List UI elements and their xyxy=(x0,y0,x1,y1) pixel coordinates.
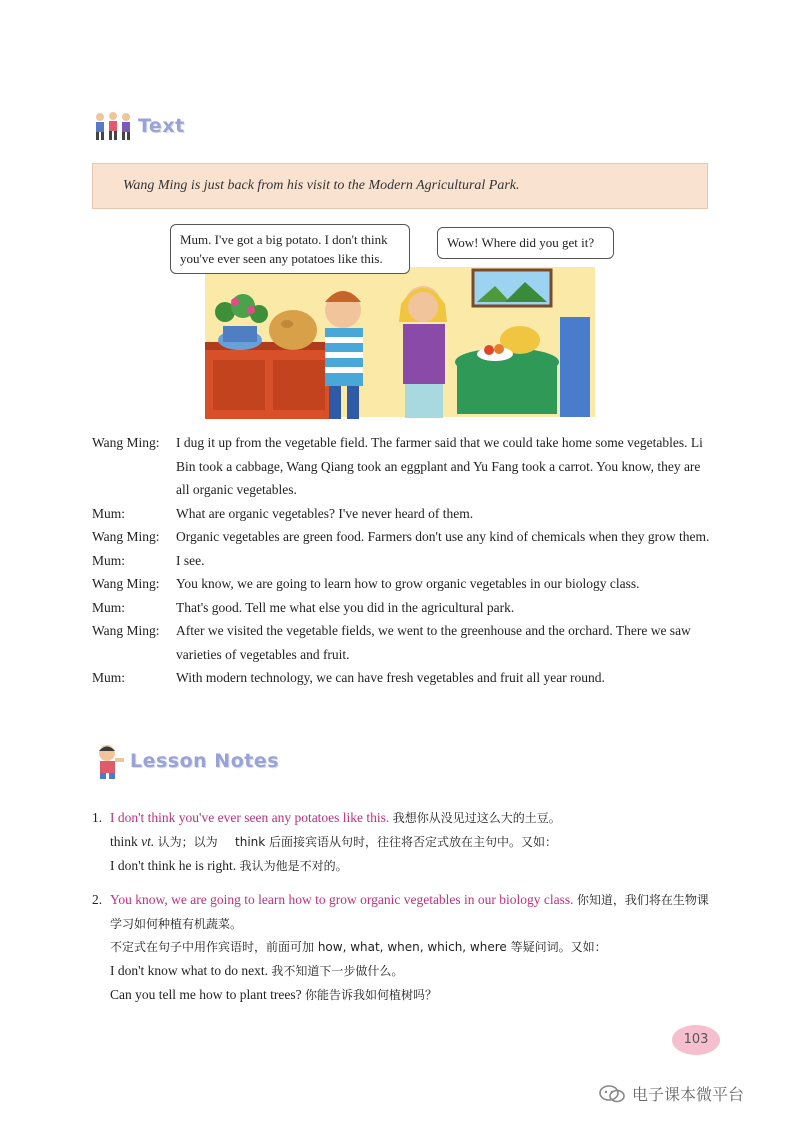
note-2-example-1 xyxy=(92,959,717,983)
speaker: Mum: xyxy=(92,670,126,685)
dialogue-line xyxy=(92,619,712,666)
speaker: Wang Ming: xyxy=(92,623,160,638)
speaker: Mum: xyxy=(92,599,126,615)
speech-text: What are organic vegetables? I've never heard of them. xyxy=(176,505,474,521)
speech-text: I see. xyxy=(176,552,205,568)
note-2-row xyxy=(92,888,717,936)
speech-bubble-boy xyxy=(170,224,410,274)
note-quote-translation: 你知道，我们将在生物课学习如何种植有机蔬菜。 xyxy=(110,893,709,931)
note-explanation: 不定式在句子中用作宾语时，前面可加 how, what, when, which, where 等疑问词。又如： xyxy=(110,940,607,954)
speech-text: After we visited the vegetable fields, we went to the greenhouse and the orchard. There we saw varieties of vegetables and fruit. xyxy=(176,623,691,662)
note-word: think xyxy=(110,834,138,849)
note-example-translation: 我认为他是不对的。 xyxy=(239,859,348,873)
boy-mascot-icon xyxy=(90,742,126,780)
dialogue xyxy=(92,431,712,690)
speaker: Mum: xyxy=(92,505,126,521)
dialogue-line xyxy=(92,572,712,596)
lesson-notes xyxy=(92,806,717,1017)
dialogue-line xyxy=(92,549,712,573)
dialogue-line xyxy=(92,502,712,526)
note-quote-translation: 我想你从没见过这么大的土豆。 xyxy=(392,811,561,825)
page-number: 103 xyxy=(672,1025,720,1055)
note-example: I don't know what to do next. xyxy=(110,963,269,978)
note-example-translation: 你能告诉我如何植树吗？ xyxy=(304,988,437,1002)
watermark-text: 电子课本微平台 xyxy=(632,1085,745,1104)
note-explanation: think 后面接宾语从句时，往往将否定式放在主句中。又如： xyxy=(235,835,558,849)
note-quote: You know, we are going to learn how to grow organic vegetables in our biology class. xyxy=(110,892,574,907)
note-example: I don't think he is right. xyxy=(110,858,237,873)
note-1-explain xyxy=(92,830,717,854)
lesson-notes-header xyxy=(90,742,279,780)
note-1-row xyxy=(92,806,717,830)
note-2-example-2 xyxy=(92,983,717,1007)
note-1-example xyxy=(92,854,717,878)
dialogue-line xyxy=(92,596,712,620)
note-example: Can you tell me how to plant trees? xyxy=(110,987,302,1002)
note-1 xyxy=(92,806,717,878)
illustration xyxy=(165,222,620,422)
dialogue-line xyxy=(92,666,712,690)
dialogue-line xyxy=(92,525,712,549)
speech-text: I dug it up from the vegetable field. The farmer said that we could take home some vegetables. Li Bin took a cabbage, Wang Qiang took an eggplant and Yu Fang took a carrot. You know, they are all organic vegetables. xyxy=(176,435,703,497)
section-title-text: Text xyxy=(138,115,185,137)
speech-text: That's good. Tell me what else you did in the agricultural park. xyxy=(176,599,515,615)
speaker: Wang Ming: xyxy=(92,435,160,450)
speaker: Wang Ming: xyxy=(92,576,160,591)
bubble-boy-line2: you've ever seen any potatoes like this. xyxy=(180,251,383,266)
note-number: 1. xyxy=(92,810,103,825)
section-title-notes: Lesson Notes xyxy=(130,750,280,772)
note-number: 2. xyxy=(92,892,103,907)
text-section-header xyxy=(92,110,185,142)
children-icon xyxy=(92,110,138,142)
note-2 xyxy=(92,888,717,1007)
speech-bubble-mum: Wow! Where did you get it? xyxy=(437,227,614,259)
note-gloss: 认为；以为 xyxy=(157,835,218,849)
intro-banner: Wang Ming is just back from his visit to the Modern Agricultural Park. xyxy=(92,163,708,209)
note-example-translation: 我不知道下一步做什么。 xyxy=(271,964,404,978)
speech-text: With modern technology, we can have fresh vegetables and fruit all year round. xyxy=(176,670,605,685)
wechat-icon xyxy=(598,1084,626,1104)
speech-text: You know, we are going to learn how to grow organic vegetables in our biology class. xyxy=(176,576,640,591)
note-2-quote-line xyxy=(110,888,717,936)
dialogue-line xyxy=(92,431,712,502)
watermark xyxy=(598,1082,744,1105)
speaker: Wang Ming: xyxy=(92,529,160,544)
speaker: Mum: xyxy=(92,552,126,568)
note-pos: vt. xyxy=(141,834,155,849)
note-1-quote-line xyxy=(110,806,717,830)
speech-text: Organic vegetables are green food. Farmers don't use any kind of chemicals when they grow them. xyxy=(176,529,710,544)
note-quote: I don't think you've ever seen any potatoes like this. xyxy=(110,810,390,825)
bubble-boy-line1: Mum. I've got a big potato. I don't think xyxy=(180,232,388,247)
